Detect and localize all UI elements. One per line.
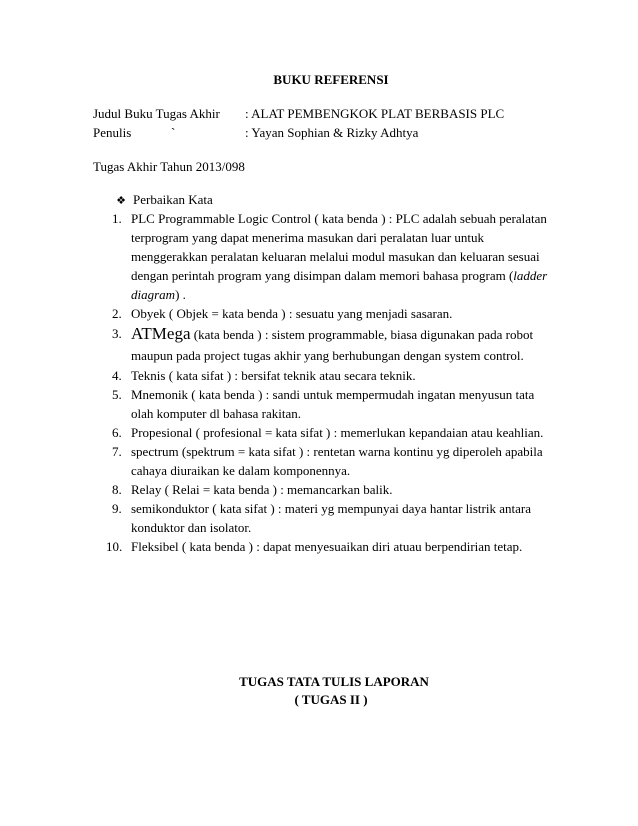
item-number: 4.	[112, 368, 122, 383]
item-tail: ) .	[175, 287, 186, 302]
section-heading-label: Perbaikan Kata	[133, 192, 213, 207]
judul-value: : ALAT PEMBENGKOK PLAT BERBASIS PLC	[245, 106, 505, 121]
tahun-line: Tugas Akhir Tahun 2013/098	[93, 159, 245, 174]
list-item	[112, 480, 552, 499]
item-text: PLC Programmable Logic Control ( kata benda ) : PLC adalah sebuah peralatan terprogram yang dapat menerima masukan dari peralatan luar untuk menggerakkan peralatan keluaran melalui modul masukan dan keluaran sesuai dengan perintah program yang disimpan dalam memori bahasa program (	[131, 211, 547, 283]
penulis-label: Penulis	[93, 125, 132, 140]
item-text: spectrum (spektrum = kata sifat ) : rentetan warna kontinu yg diperoleh apabila cahaya diuraikan ke dalam komponennya.	[131, 444, 543, 478]
footer-subtitle: ( TUGAS II )	[294, 692, 368, 707]
item-lead: ATMega	[131, 324, 191, 343]
section-heading	[114, 190, 213, 211]
item-text: Obyek ( Objek = kata benda ) : sesuatu yang menjadi sasaran.	[131, 306, 453, 321]
list-item	[112, 385, 552, 423]
penulis-tick: `	[171, 125, 176, 140]
item-text: (kata benda ) : sistem programmable, biasa digunakan pada robot maupun pada project tugas akhir yang berhubungan dengan system control.	[131, 327, 534, 363]
diamond-bullet-icon: ❖	[116, 195, 126, 207]
item-number: 10.	[106, 539, 123, 554]
list-item	[112, 442, 552, 480]
item-text: Relay ( Relai = kata benda ) : memancarkan balik.	[131, 482, 393, 497]
item-text: semikonduktor ( kata sifat ) : materi yg mempunyai daya hantar listrik antara konduktor dan isolator.	[131, 501, 531, 535]
list-item	[112, 499, 552, 537]
item-number: 2.	[112, 306, 122, 321]
list-item	[112, 323, 552, 366]
item-text: Teknis ( kata sifat ) : bersifat teknik atau secara teknik.	[131, 368, 416, 383]
list-item	[112, 423, 552, 442]
penulis-value: : Yayan Sophian & Rizky Adhtya	[245, 125, 419, 140]
document-title: BUKU REFERENSI	[273, 72, 389, 87]
item-number: 8.	[112, 482, 122, 497]
penulis-row	[93, 123, 418, 142]
judul-row	[93, 104, 504, 123]
item-text: Fleksibel ( kata benda ) : dapat menyesuaikan diri atuau berpendirian tetap.	[131, 539, 523, 554]
list-item	[106, 537, 552, 556]
item-number: 5.	[112, 387, 122, 402]
item-italic: ladder diagram	[131, 268, 548, 302]
item-number: 9.	[112, 501, 122, 516]
item-number: 3.	[112, 326, 122, 341]
word-list	[106, 209, 552, 556]
item-text: Mnemonik ( kata benda ) : sandi untuk mempermudah ingatan menyusun tata olah komputer dl bahasa rakitan.	[131, 387, 535, 421]
item-text: Propesional ( profesional = kata sifat ) : memerlukan kepandaian atau keahlian.	[131, 425, 544, 440]
footer-title: TUGAS TATA TULIS LAPORAN	[239, 674, 429, 689]
judul-label: Judul Buku Tugas Akhir	[93, 106, 220, 121]
list-item	[112, 304, 552, 323]
item-number: 1.	[112, 211, 122, 226]
item-number: 7.	[112, 444, 122, 459]
list-item	[112, 366, 552, 385]
list-item	[112, 209, 552, 304]
item-number: 6.	[112, 425, 122, 440]
